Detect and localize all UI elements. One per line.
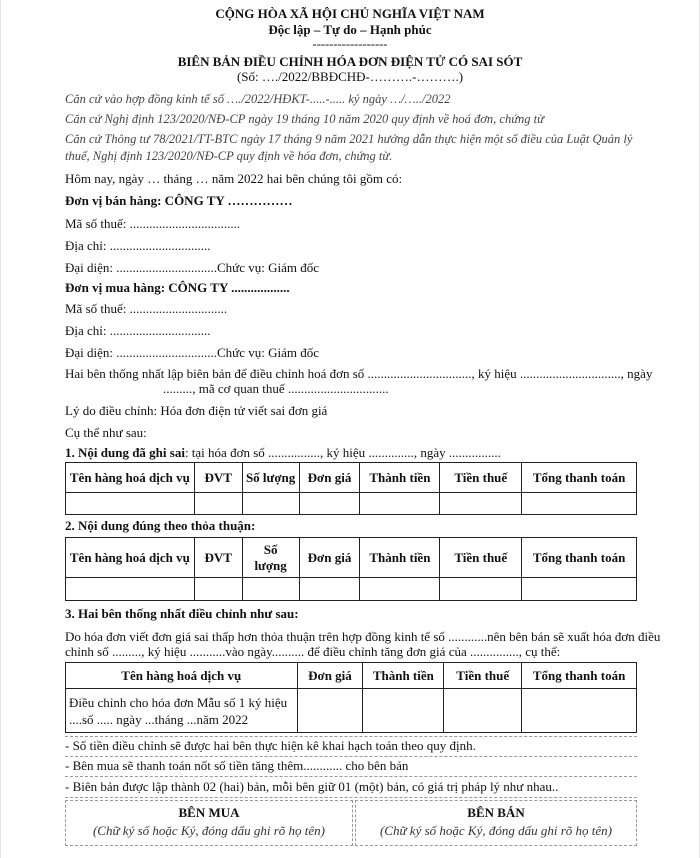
buyer-representative: Đại diện: ...............................Chức vụ: Giám đốc [65, 345, 320, 360]
col-total: Tổng thanh toán [522, 463, 637, 493]
seller-signature-note: (Chữ ký số hoặc Ký, đóng dấu ghi rõ họ tên) [379, 823, 613, 838]
table-cell[interactable] [242, 493, 299, 515]
table-header-row [66, 463, 637, 493]
dashed-separator [65, 736, 637, 737]
table-row [66, 493, 637, 515]
buyer-signature-box[interactable] [65, 800, 353, 846]
col-unit-price: Đơn giá [299, 463, 360, 493]
basis-circular-cont: thuế, Nghị định 123/2020/NĐ-CP quy định về hóa đơn, chứng từ. [65, 149, 393, 163]
col-item-name: Tên hàng hoá dịch vụ [66, 463, 195, 493]
table-cell[interactable] [297, 689, 363, 733]
seller-representative: Đại diện: ...............................Chức vụ: Giám đốc [65, 260, 320, 275]
details-label: Cụ thể như sau: [65, 425, 147, 440]
seller-signature-title: BÊN BÁN [467, 805, 525, 820]
agreement-line-1: Hai bên thống nhất lập biên bản để điều chỉnh hoá đơn số ................................, ký hiệu ..............................., ngày [65, 366, 653, 381]
seller-heading: Đơn vị bán hàng: CÔNG TY …………… [65, 193, 293, 208]
section1-title: 1. Nội dung đã ghi sai [65, 445, 185, 460]
col-quantity [242, 538, 299, 578]
col-unit: ĐVT [194, 538, 242, 578]
section3-text-1: Do hóa đơn viết đơn giá sai thấp hơn thỏa thuận trên hợp đồng kinh tế số ............nên bên bán sẽ xuất hóa đơn điều [65, 629, 661, 644]
adjustment-line-2: ....số ..... ngày ...tháng ...năm 2022 [69, 711, 249, 727]
buyer-heading: Đơn vị mua hàng: CÔNG TY .................. [65, 280, 290, 295]
republic-heading: CỘNG HÒA XÃ HỘI CHỦ NGHĨA VIỆT NAM [215, 6, 485, 21]
section1-detail: : tại hóa đơn số ................, ký hiệu .............., ngày ................ [184, 445, 501, 460]
agreement-line-2: ........., mã cơ quan thuế ............................... [163, 381, 389, 396]
col-item-name: Tên hàng hoá dịch vụ [66, 538, 195, 578]
buyer-signature-title: BÊN MUA [178, 805, 240, 820]
dashed-separator [65, 797, 637, 798]
col-tax: Tiền thuế [444, 663, 522, 689]
basis-decree: Căn cứ Nghị định 123/2020/NĐ-CP ngày 19 tháng 10 năm 2020 quy định về hoá đơn, chứng từ [65, 112, 544, 126]
section1-heading [65, 445, 501, 461]
basis-contract: Căn cứ vào hợp đồng kinh tế số …./2022/HĐKT-.....-..... ký ngày …/…../2022 [65, 92, 451, 106]
table-cell[interactable] [440, 578, 522, 601]
wrong-content-table [65, 462, 637, 515]
dashed-separator [65, 756, 637, 757]
note-payment: - Bên mua sẽ thanh toán nốt số tiền tăng thêm............ cho bên bán [65, 758, 409, 773]
table-cell[interactable] [444, 689, 522, 733]
motto: Độc lập – Tự do – Hạnh phúc [268, 22, 432, 37]
basis-circular: Căn cứ Thông tư 78/2021/TT-BTC ngày 17 tháng 9 năm 2021 hướng dẫn thực hiện một số điều của Luật Quản lý [65, 132, 633, 146]
buyer-signature-note: (Chữ ký số hoặc Ký, đóng dấu ghi rõ họ tên) [92, 823, 326, 838]
buyer-address: Địa chỉ: ............................... [65, 323, 211, 338]
document-title: BIÊN BẢN ĐIỀU CHỈNH HÓA ĐƠN ĐIỆN TỬ CÓ SAI SÓT [177, 54, 523, 69]
adjust-reason: Lý do điều chỉnh: Hóa đơn điện tử viết sai đơn giá [65, 403, 328, 418]
note-copies: - Biên bản được lập thành 02 (hai) bản, mỗi bên giữ 01 (một) bản, có giá trị pháp lý như nhau.. [65, 779, 559, 794]
divider: ------------------ [312, 37, 388, 51]
table-cell[interactable] [440, 493, 522, 515]
col-total: Tổng thanh toán [522, 663, 637, 689]
table-cell[interactable] [363, 689, 444, 733]
table-cell[interactable] [299, 578, 360, 601]
table-header-row [66, 538, 637, 578]
col-quantity-line1: Số [263, 541, 278, 557]
table-cell[interactable] [66, 493, 195, 515]
table-row [66, 578, 637, 601]
col-unit-price: Đơn giá [297, 663, 363, 689]
seller-tax: Mã số thuế: .................................. [65, 216, 241, 231]
col-tax: Tiền thuế [440, 538, 522, 578]
table-cell[interactable] [522, 493, 637, 515]
col-item-name: Tên hàng hoá dịch vụ [66, 663, 298, 689]
table-cell[interactable] [194, 493, 242, 515]
col-amount: Thành tiền [360, 463, 440, 493]
table-cell[interactable] [66, 578, 195, 601]
seller-signature-box[interactable] [355, 800, 637, 846]
adjustment-line-1: Điều chỉnh cho hóa đơn Mẫu số 1 ký hiệu [69, 694, 288, 710]
dashed-separator [65, 776, 637, 777]
table-cell[interactable] [360, 493, 440, 515]
buyer-tax: Mã số thuế: .............................. [65, 301, 228, 316]
table-cell[interactable] [360, 578, 440, 601]
col-total: Tổng thanh toán [522, 538, 637, 578]
col-amount: Thành tiền [360, 538, 440, 578]
document-number: (Số: …./2022/BBĐCHĐ-……….-……….) [236, 69, 464, 84]
table-cell[interactable] [194, 578, 242, 601]
intro-text: Hôm nay, ngày … tháng … năm 2022 hai bên chúng tôi gồm có: [65, 171, 403, 186]
col-unit: ĐVT [194, 463, 242, 493]
col-unit-price: Đơn giá [299, 538, 360, 578]
correct-content-table [65, 537, 637, 601]
col-amount: Thành tiền [363, 663, 444, 689]
table-cell[interactable] [299, 493, 360, 515]
seller-address: Địa chỉ: ............................... [65, 238, 211, 253]
section2-heading: 2. Nội dung đúng theo thỏa thuận: [65, 518, 256, 533]
adjustment-description[interactable] [66, 689, 298, 733]
table-cell[interactable] [522, 689, 637, 733]
table-cell[interactable] [522, 578, 637, 601]
adjustment-table [65, 662, 637, 733]
table-row [66, 689, 637, 733]
col-quantity: Số lượng [242, 463, 299, 493]
note-accounting: - Số tiền điều chỉnh sẽ được hai bên thực hiện kê khai hạch toán theo quy định. [65, 738, 476, 753]
section3-text-2: chỉnh số ........., ký hiệu ...........vào ngày.......... để điều chỉnh tăng đơn giá của ..............., cụ thể: [65, 644, 561, 659]
section3-heading: 3. Hai bên thống nhất điều chỉnh như sau: [65, 606, 299, 621]
table-cell[interactable] [242, 578, 299, 601]
table-header-row [66, 663, 637, 689]
col-quantity-line2: lượng [254, 557, 287, 573]
col-tax: Tiền thuế [440, 463, 522, 493]
